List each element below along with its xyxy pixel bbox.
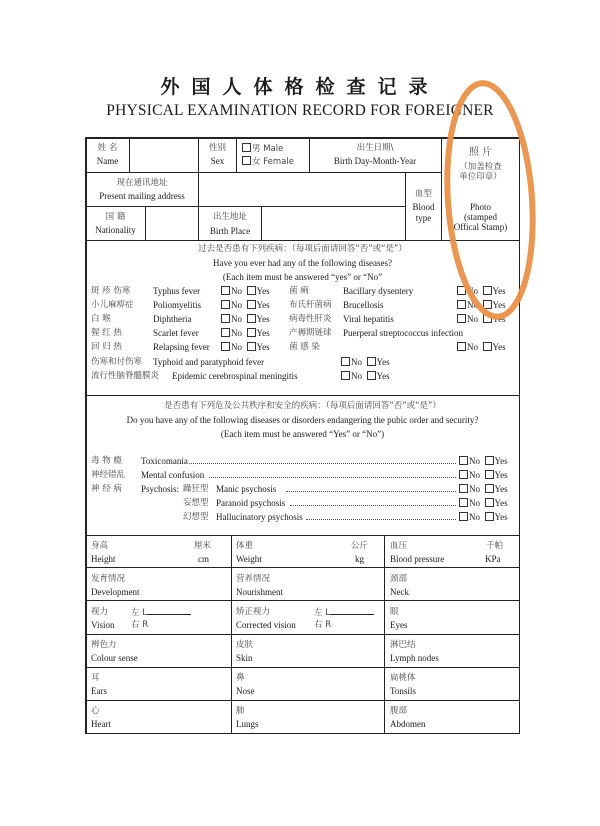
disease-en: Epidemic cerebrospinal meningitis: [172, 371, 298, 381]
exam-cell-heart[interactable]: [86, 701, 231, 733]
sex-label-en: Sex: [210, 156, 225, 166]
checkbox-no[interactable]: [457, 286, 466, 295]
disease-en: Typhus fever: [153, 286, 201, 296]
exam-label-cn: 肺: [236, 706, 245, 716]
checkbox-yes[interactable]: [247, 300, 256, 309]
disease-en: Scarlet fever: [153, 328, 199, 338]
unit-cn: 厘米: [194, 541, 212, 551]
exam-label-en: Tonsils: [390, 686, 416, 696]
exam-label-en: Abdomen: [390, 719, 426, 729]
address-input[interactable]: [199, 173, 405, 206]
disease-cn: 小儿麻痹症: [91, 300, 134, 310]
disease-en: Viral hepatitis: [343, 314, 394, 324]
nationality-label-en: Nationality: [95, 225, 136, 235]
checkbox-no[interactable]: [221, 286, 230, 295]
answer-checkboxes[interactable]: No Yes: [459, 483, 508, 495]
disease-en: Poliomyelitis: [153, 300, 202, 310]
exam-cell-lymph-nodes[interactable]: [385, 635, 518, 667]
exam-label-cn: 血压: [390, 541, 408, 551]
answer-checkboxes[interactable]: No Yes: [341, 356, 390, 368]
past-diseases-heading-en: Have you ever had any of the following diseases?: [213, 258, 392, 268]
sex-option-female[interactable]: [242, 155, 294, 168]
exam-cell-development[interactable]: [86, 568, 231, 600]
answer-checkboxes[interactable]: No Yes: [221, 313, 270, 325]
corrected-vision-right-label: 右 R: [314, 620, 332, 630]
disease-cn: 布氏杆菌病: [289, 300, 332, 310]
checkbox-no[interactable]: [459, 498, 468, 507]
disease-cn: 白 喉: [91, 314, 111, 324]
name-label-cn: 姓 名: [97, 143, 118, 153]
checkbox-no[interactable]: [341, 371, 350, 380]
answer-checkboxes[interactable]: No Yes: [459, 497, 508, 509]
exam-label-cn: 颈部: [390, 574, 408, 584]
form-title-chinese: 外国人体格检查记录: [160, 76, 440, 98]
answer-checkboxes[interactable]: No Yes: [457, 341, 506, 353]
photo-note-cn-2: 单位印章）: [459, 172, 502, 182]
checkbox-yes[interactable]: [485, 470, 494, 479]
exam-label-en: Eyes: [390, 620, 408, 630]
exam-label-cn: 体重: [236, 541, 254, 551]
exam-cell-neck[interactable]: [385, 568, 518, 600]
disorder-cn: 毒 物 瘾: [91, 456, 122, 466]
disorder-cn: 神经错乱: [91, 470, 126, 480]
past-diseases-instruction: (Each item must be answered “yes” or “No”: [222, 272, 383, 282]
checkbox-yes[interactable]: [485, 512, 494, 521]
disease-cn: 产褥期链球: [289, 328, 332, 338]
answer-checkboxes[interactable]: No Yes: [341, 370, 390, 382]
checkbox-no[interactable]: [457, 342, 466, 351]
exam-label-cn: 身高: [91, 541, 109, 551]
nationality-input[interactable]: [146, 207, 198, 240]
checkbox-male[interactable]: [242, 143, 251, 152]
answer-checkboxes[interactable]: No Yes: [221, 341, 270, 353]
exam-cell-corrected-vision[interactable]: [232, 601, 384, 634]
checkbox-no[interactable]: [459, 456, 468, 465]
checkbox-yes[interactable]: [247, 286, 256, 295]
exam-label-en: Vision: [91, 620, 115, 630]
disorder-en: Toxicomania: [141, 456, 188, 466]
exam-label-en: Lungs: [236, 719, 259, 729]
checkbox-yes[interactable]: [483, 286, 492, 295]
disease-en: Brucellosis: [343, 300, 384, 310]
exam-label-en: Colour sense: [91, 653, 138, 663]
exam-cell-vision[interactable]: [86, 601, 231, 634]
checkbox-yes[interactable]: [247, 342, 256, 351]
exam-label-cn: 视力: [91, 607, 109, 617]
checkbox-yes[interactable]: [247, 328, 256, 337]
disease-en: Puerperal streptococcus infection: [343, 328, 463, 338]
unit-cn: 千帕: [486, 541, 504, 551]
exam-label-cn: 腹部: [390, 706, 408, 716]
corrected-vision-left-field[interactable]: 左 L: [314, 606, 374, 619]
photo-label-en-3: Offical Stamp): [453, 222, 508, 232]
checkbox-yes[interactable]: [483, 300, 492, 309]
exam-cell-eyes[interactable]: [385, 601, 518, 634]
photo-label-en-2: (stamped: [464, 212, 497, 222]
checkbox-yes[interactable]: [483, 342, 492, 351]
checkbox-no[interactable]: [221, 314, 230, 323]
nationality-label-cn: 国 籍: [105, 212, 126, 222]
answer-checkboxes[interactable]: No Yes: [457, 285, 506, 297]
unit-en: cm: [198, 554, 209, 564]
blood-type-label-en-1: Blood: [412, 202, 435, 212]
blood-type-label-en-2: type: [415, 213, 432, 223]
checkbox-no[interactable]: [459, 484, 468, 493]
vision-right-label: 右 R: [131, 620, 149, 630]
public-order-heading-en: Do you have any of the following diseases or disorders endangering the pubic order and security?: [126, 415, 479, 425]
disorder-subtype-en: Hallucinatory psychosis: [216, 512, 303, 522]
exam-label-cn: 营养情况: [236, 574, 271, 584]
answer-checkboxes[interactable]: No Yes: [457, 313, 506, 325]
disorder-subtype-cn: 妄想型: [183, 498, 209, 508]
exam-cell-abdomen[interactable]: [385, 701, 518, 733]
answer-checkboxes[interactable]: No Yes: [459, 455, 508, 467]
exam-label-en: Development: [91, 587, 140, 597]
disease-cn: 猩 红 热: [91, 328, 122, 338]
public-order-heading-cn: 是否患有下列危及公共秩序和安全的疾病：（每项后面请回答“否”或“是”）: [164, 401, 441, 411]
exam-cell-lungs[interactable]: [232, 701, 384, 733]
exam-label-en: Nose: [236, 686, 255, 696]
photo-label-en-1: Photo: [469, 202, 491, 212]
exam-cell-skin[interactable]: [232, 635, 384, 667]
form-title-english: PHYSICAL EXAMINATION RECORD FOR FOREIGNER: [106, 102, 494, 119]
checkbox-yes[interactable]: [485, 498, 494, 507]
checkbox-yes[interactable]: [367, 371, 376, 380]
exam-cell-nourishment[interactable]: [232, 568, 384, 600]
disease-en: Diphtheria: [153, 314, 192, 324]
disorder-subtype-cn: 躁狂型: [183, 484, 209, 494]
checkbox-no[interactable]: [459, 512, 468, 521]
birth-date-label-en: Birth Day-Month-Year: [333, 156, 417, 166]
address-label-cn: 现在通讯地址: [116, 178, 168, 188]
disease-cn: 回 归 热: [91, 342, 122, 352]
answer-checkboxes[interactable]: No Yes: [221, 327, 270, 339]
photo-label-cn: 照 片: [468, 147, 493, 158]
disease-cn: 流行性脑脊髓膜炎: [91, 371, 160, 381]
exam-label-cn: 眼: [390, 607, 399, 617]
disease-en: Relapsing fever: [153, 342, 210, 352]
exam-label-en: Corrected vision: [236, 620, 296, 630]
answer-checkboxes[interactable]: No Yes: [459, 469, 508, 481]
birth-place-input[interactable]: [262, 207, 405, 240]
sex-option-male[interactable]: [242, 142, 283, 155]
answer-checkboxes[interactable]: No Yes: [221, 299, 270, 311]
exam-label-cn: 淋巴结: [390, 640, 416, 650]
disorder-subtype-en: Paranoid psychosis: [216, 498, 286, 508]
exam-cell-tonsils[interactable]: [385, 668, 518, 700]
checkbox-no[interactable]: [457, 300, 466, 309]
disease-cn: 病毒性肝炎: [289, 314, 332, 324]
address-label-en: Present mailing address: [99, 191, 185, 201]
photo-note-cn-1: （加盖检查: [459, 162, 502, 172]
exam-label-en: Neck: [390, 587, 409, 597]
checkbox-yes[interactable]: [485, 484, 494, 493]
exam-label-cn: 耳: [91, 673, 100, 683]
male-label: 男 Male: [252, 144, 284, 154]
answer-checkboxes[interactable]: No Yes: [221, 285, 270, 297]
checkbox-no[interactable]: [341, 357, 350, 366]
exam-label-en: Height: [91, 554, 116, 564]
exam-label-en: Ears: [91, 686, 107, 696]
checkbox-yes[interactable]: [247, 314, 256, 323]
vision-left-field[interactable]: 左 L: [131, 606, 191, 619]
exam-cell-colour-sense[interactable]: [86, 635, 231, 667]
exam-label-cn: 皮肤: [236, 640, 254, 650]
checkbox-no[interactable]: [459, 470, 468, 479]
past-diseases-heading-cn: 过去是否患有下列疾病：（每项后面请回答“否”或“是”）: [198, 244, 407, 254]
disorder-cn: 神 经 病: [91, 484, 122, 494]
exam-label-cn: 辨色力: [91, 640, 117, 650]
exam-label-cn: 发育情况: [91, 574, 126, 584]
exam-label-en: Lymph nodes: [390, 653, 439, 663]
name-label-en: Name: [96, 156, 119, 166]
birth-place-label-en: Birth Place: [209, 226, 251, 236]
disorder-subtype-en: Manic psychosis: [216, 484, 277, 494]
disease-en: Bacillary dysentery: [343, 286, 414, 296]
exam-cell-height[interactable]: [86, 536, 231, 567]
exam-label-en: Blood pressure: [390, 554, 445, 564]
exam-cell-blood-pressure[interactable]: [385, 536, 518, 567]
sex-label-cn: 性别: [208, 143, 226, 153]
unit-en: KPa: [485, 554, 501, 564]
blood-type-label-cn: 血型: [414, 189, 432, 199]
unit-en: kg: [355, 554, 364, 564]
answer-checkboxes[interactable]: No Yes: [459, 511, 508, 523]
name-input[interactable]: [130, 138, 198, 172]
disorder-en: Mental confusion: [141, 470, 205, 480]
exam-label-en: Skin: [236, 653, 253, 663]
birth-date-label-cn: 出生日期\: [356, 143, 394, 153]
exam-cell-nose[interactable]: [232, 668, 384, 700]
unit-cn: 公斤: [351, 541, 369, 551]
checkbox-female[interactable]: [242, 156, 251, 165]
exam-label-en: Nourishment: [236, 587, 283, 597]
exam-cell-weight[interactable]: [232, 536, 384, 567]
exam-label-cn: 扁桃体: [390, 673, 416, 683]
exam-label-en: Weight: [236, 554, 262, 564]
disorder-subtype-cn: 幻想型: [183, 512, 209, 522]
disease-cn: 菌 痢: [289, 286, 309, 296]
checkbox-yes[interactable]: [483, 314, 492, 323]
disease-cn: 伤寒和付伤寒: [91, 357, 143, 367]
photo-box[interactable]: [442, 138, 519, 240]
birth-place-label-cn: 出生地址: [212, 212, 247, 222]
checkbox-no[interactable]: [457, 314, 466, 323]
disease-cn: 斑 疹 伤寒: [91, 286, 131, 296]
answer-checkboxes[interactable]: No Yes: [457, 299, 506, 311]
public-order-instruction: (Each item must be answered “Yes” or “No”): [220, 429, 385, 439]
disease-cn: 菌 感 染: [289, 342, 320, 352]
disorder-en: Psychosis:: [141, 484, 180, 494]
exam-cell-ears[interactable]: [86, 668, 231, 700]
exam-label-cn: 心: [91, 706, 100, 716]
checkbox-yes[interactable]: [485, 456, 494, 465]
exam-label-cn: 矫正视力: [236, 607, 271, 617]
checkbox-no[interactable]: [221, 328, 230, 337]
checkbox-yes[interactable]: [367, 357, 376, 366]
exam-label-cn: 鼻: [236, 673, 245, 683]
checkbox-no[interactable]: [221, 300, 230, 309]
female-label: 女 Female: [252, 157, 294, 167]
disease-en: Typhoid and paratyphoid fever: [153, 357, 265, 367]
exam-label-en: Heart: [91, 719, 111, 729]
checkbox-no[interactable]: [221, 342, 230, 351]
